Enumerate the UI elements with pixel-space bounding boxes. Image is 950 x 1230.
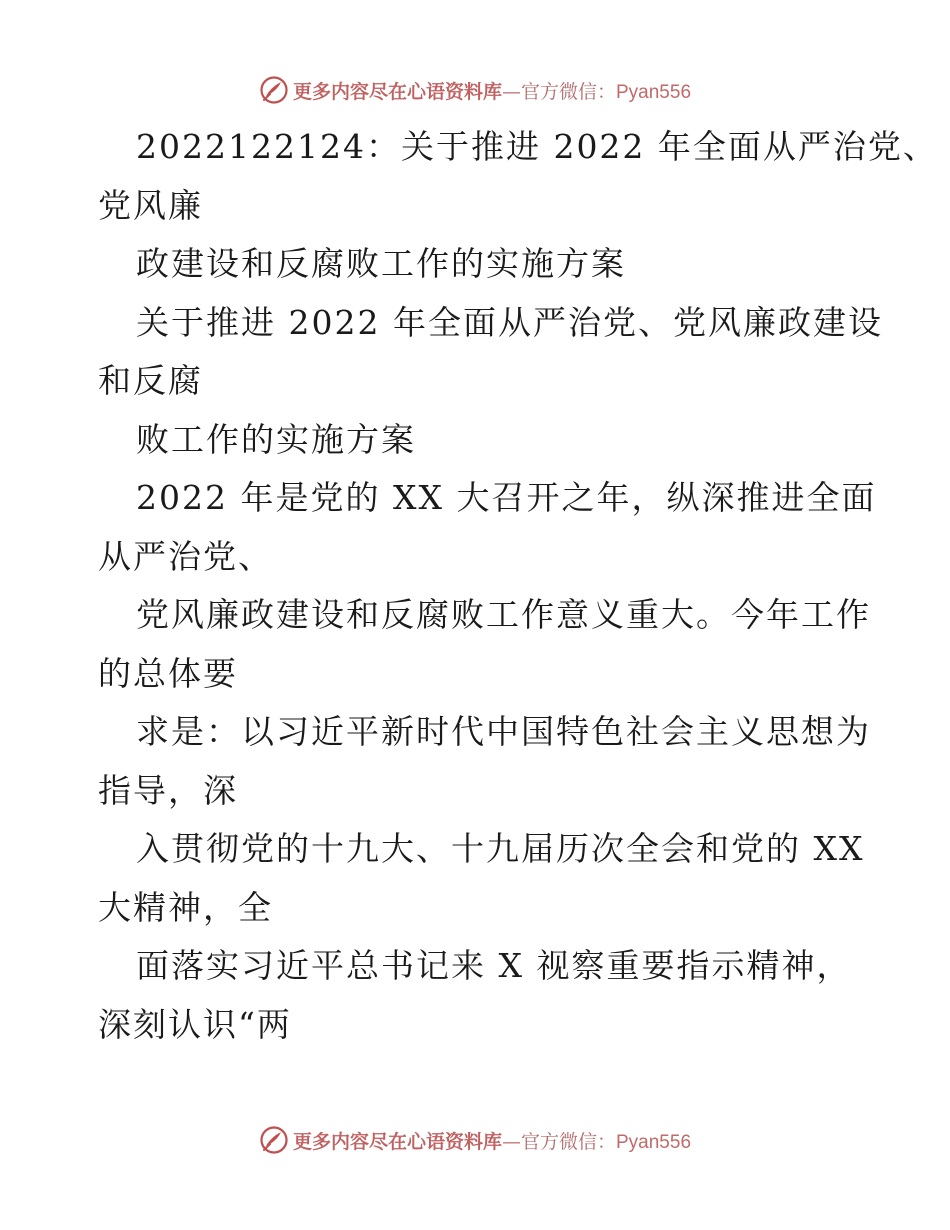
- body-line: 败工作的实施方案: [136, 419, 416, 459]
- quill-logo-icon: [259, 75, 289, 105]
- body-line: 党风廉政建设和反腐败工作意义重大。今年工作: [136, 595, 871, 634]
- banner-separator: —: [501, 1130, 521, 1153]
- banner-wechat-id: Pyan556: [616, 81, 692, 103]
- body-line: 和反腐: [98, 361, 203, 400]
- body-line: 政建设和反腐败工作的实施方案: [136, 244, 626, 283]
- body-line: 党风廉: [98, 185, 203, 225]
- body-line: 从严治党、: [98, 536, 273, 576]
- banner-slogan: 更多内容尽在心语资料库: [292, 80, 502, 103]
- banner-separator: —: [501, 80, 521, 103]
- body-line: 2022 年是党的 XX 大召开之年，纵深推进全面: [136, 478, 877, 517]
- document-body: [98, 118, 938, 1054]
- quill-logo-icon: [259, 1125, 289, 1155]
- body-line: 的总体要: [98, 653, 238, 693]
- body-line: 面落实习近平总书记来 X 视察重要指示精神，: [136, 946, 852, 985]
- footer-banner: [0, 1120, 950, 1160]
- body-line: 求是：以习近平新时代中国特色社会主义思想为: [136, 712, 871, 751]
- banner-wechat-id: Pyan556: [616, 1131, 692, 1153]
- body-line: 入贯彻党的十九大、十九届历次全会和党的 XX: [136, 829, 865, 868]
- banner-wechat-label: 官方微信：: [520, 80, 616, 103]
- banner-wechat-label: 官方微信：: [520, 1130, 616, 1153]
- body-line: 2022122124：关于推进 2022 年全面从严治党、: [136, 127, 938, 166]
- header-banner: [0, 70, 950, 110]
- body-line: 大精神，全: [98, 887, 273, 927]
- body-line: 深刻认识“两: [98, 1004, 292, 1044]
- banner-text: [293, 77, 691, 104]
- body-line: 指导，深: [98, 770, 238, 810]
- banner-text: [293, 1127, 691, 1154]
- banner-slogan: 更多内容尽在心语资料库: [292, 1130, 502, 1153]
- body-line: 关于推进 2022 年全面从严治党、党风廉政建设: [136, 302, 883, 342]
